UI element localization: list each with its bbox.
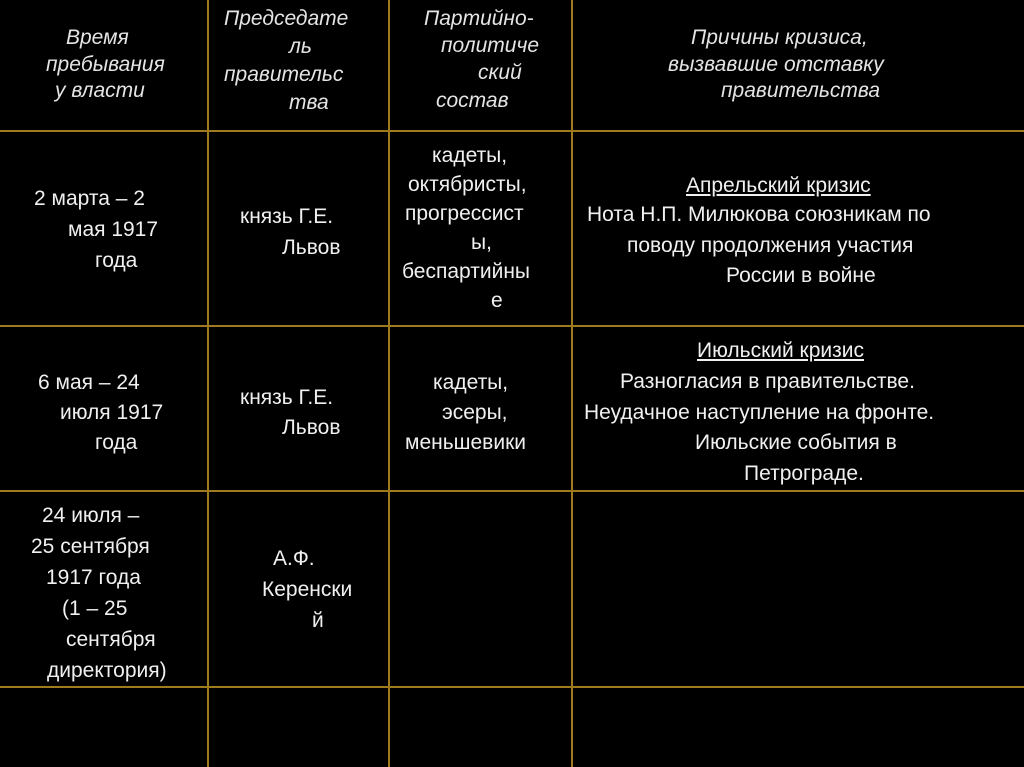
cell-time-line: 2 марта – 2 [34, 187, 145, 210]
crisis-title: Июльский кризис [697, 339, 865, 362]
header-line: Время [66, 26, 129, 49]
cell-chairman-line: А.Ф. [273, 547, 315, 570]
cell-time-line: сентября [66, 628, 156, 651]
grid-line-vertical [571, 0, 573, 767]
cell-time-line: директория) [47, 659, 167, 682]
cell-party-line: эсеры, [442, 401, 508, 424]
crisis-text-line: Разногласия в правительстве. [620, 370, 915, 393]
crisis-text-line: Неудачное наступление на фронте. [584, 401, 935, 424]
grid-line-horizontal [0, 490, 1024, 492]
crisis-text-line: Нота Н.П. Милюкова союзникам по [587, 203, 931, 226]
header-line: правительства [721, 79, 881, 102]
crisis-title: Апрельский кризис [686, 174, 871, 197]
cell-time-line: июля 1917 [60, 401, 164, 424]
cell-chairman-line: Керенски [262, 578, 353, 601]
cell-party-line: кадеты, [432, 144, 508, 167]
cell-time-line: 24 июля – [42, 504, 140, 527]
grid-line-horizontal [0, 686, 1024, 688]
grid-line-horizontal [0, 325, 1024, 327]
cell-time-line: года [95, 249, 138, 272]
cell-party-line: меньшевики [405, 431, 526, 454]
cell-chairman-line: Львов [282, 416, 341, 439]
header-line: у власти [55, 79, 145, 102]
cell-time-line: 1917 года [46, 566, 141, 589]
cell-time-line: 25 сентября [31, 535, 150, 558]
cell-chairman-line: князь Г.Е. [240, 386, 334, 409]
cell-party-line: беспартийны [402, 260, 531, 283]
header-line: пребывания [46, 53, 165, 76]
header-line: политиче [441, 34, 540, 57]
crisis-text-line: Июльские события в [695, 431, 897, 454]
header-line: Председате [224, 7, 349, 30]
cell-time-line: года [95, 431, 138, 454]
cell-chairman-line: й [312, 609, 324, 632]
header-line: состав [436, 89, 509, 112]
header-line: Причины кризиса, [691, 26, 868, 49]
cell-party-line: ы, [471, 231, 492, 254]
cell-time-line: 6 мая – 24 [38, 371, 140, 394]
grid-line-vertical [207, 0, 209, 767]
header-line: ский [478, 61, 522, 84]
header-line: тва [289, 91, 329, 114]
crisis-text-line: России в войне [726, 264, 876, 287]
header-line: Партийно- [424, 7, 534, 30]
crisis-text-line: поводу продолжения участия [627, 234, 914, 257]
cell-time-line: мая 1917 [68, 218, 159, 241]
cell-party-line: прогрессист [405, 202, 524, 225]
cell-party-line: е [491, 289, 503, 312]
grid-line-horizontal [0, 130, 1024, 132]
header-line: правительс [224, 63, 344, 86]
cell-chairman-line: Львов [282, 236, 341, 259]
header-line: вызвавшие отставку [668, 53, 884, 76]
cell-party-line: кадеты, [433, 371, 509, 394]
crisis-text-line: Петрограде. [744, 462, 864, 485]
cell-chairman-line: князь Г.Е. [240, 205, 334, 228]
header-line: ль [289, 35, 312, 58]
cell-time-line: (1 – 25 [62, 597, 128, 620]
cell-party-line: октябристы, [408, 173, 527, 196]
grid-line-vertical [388, 0, 390, 767]
